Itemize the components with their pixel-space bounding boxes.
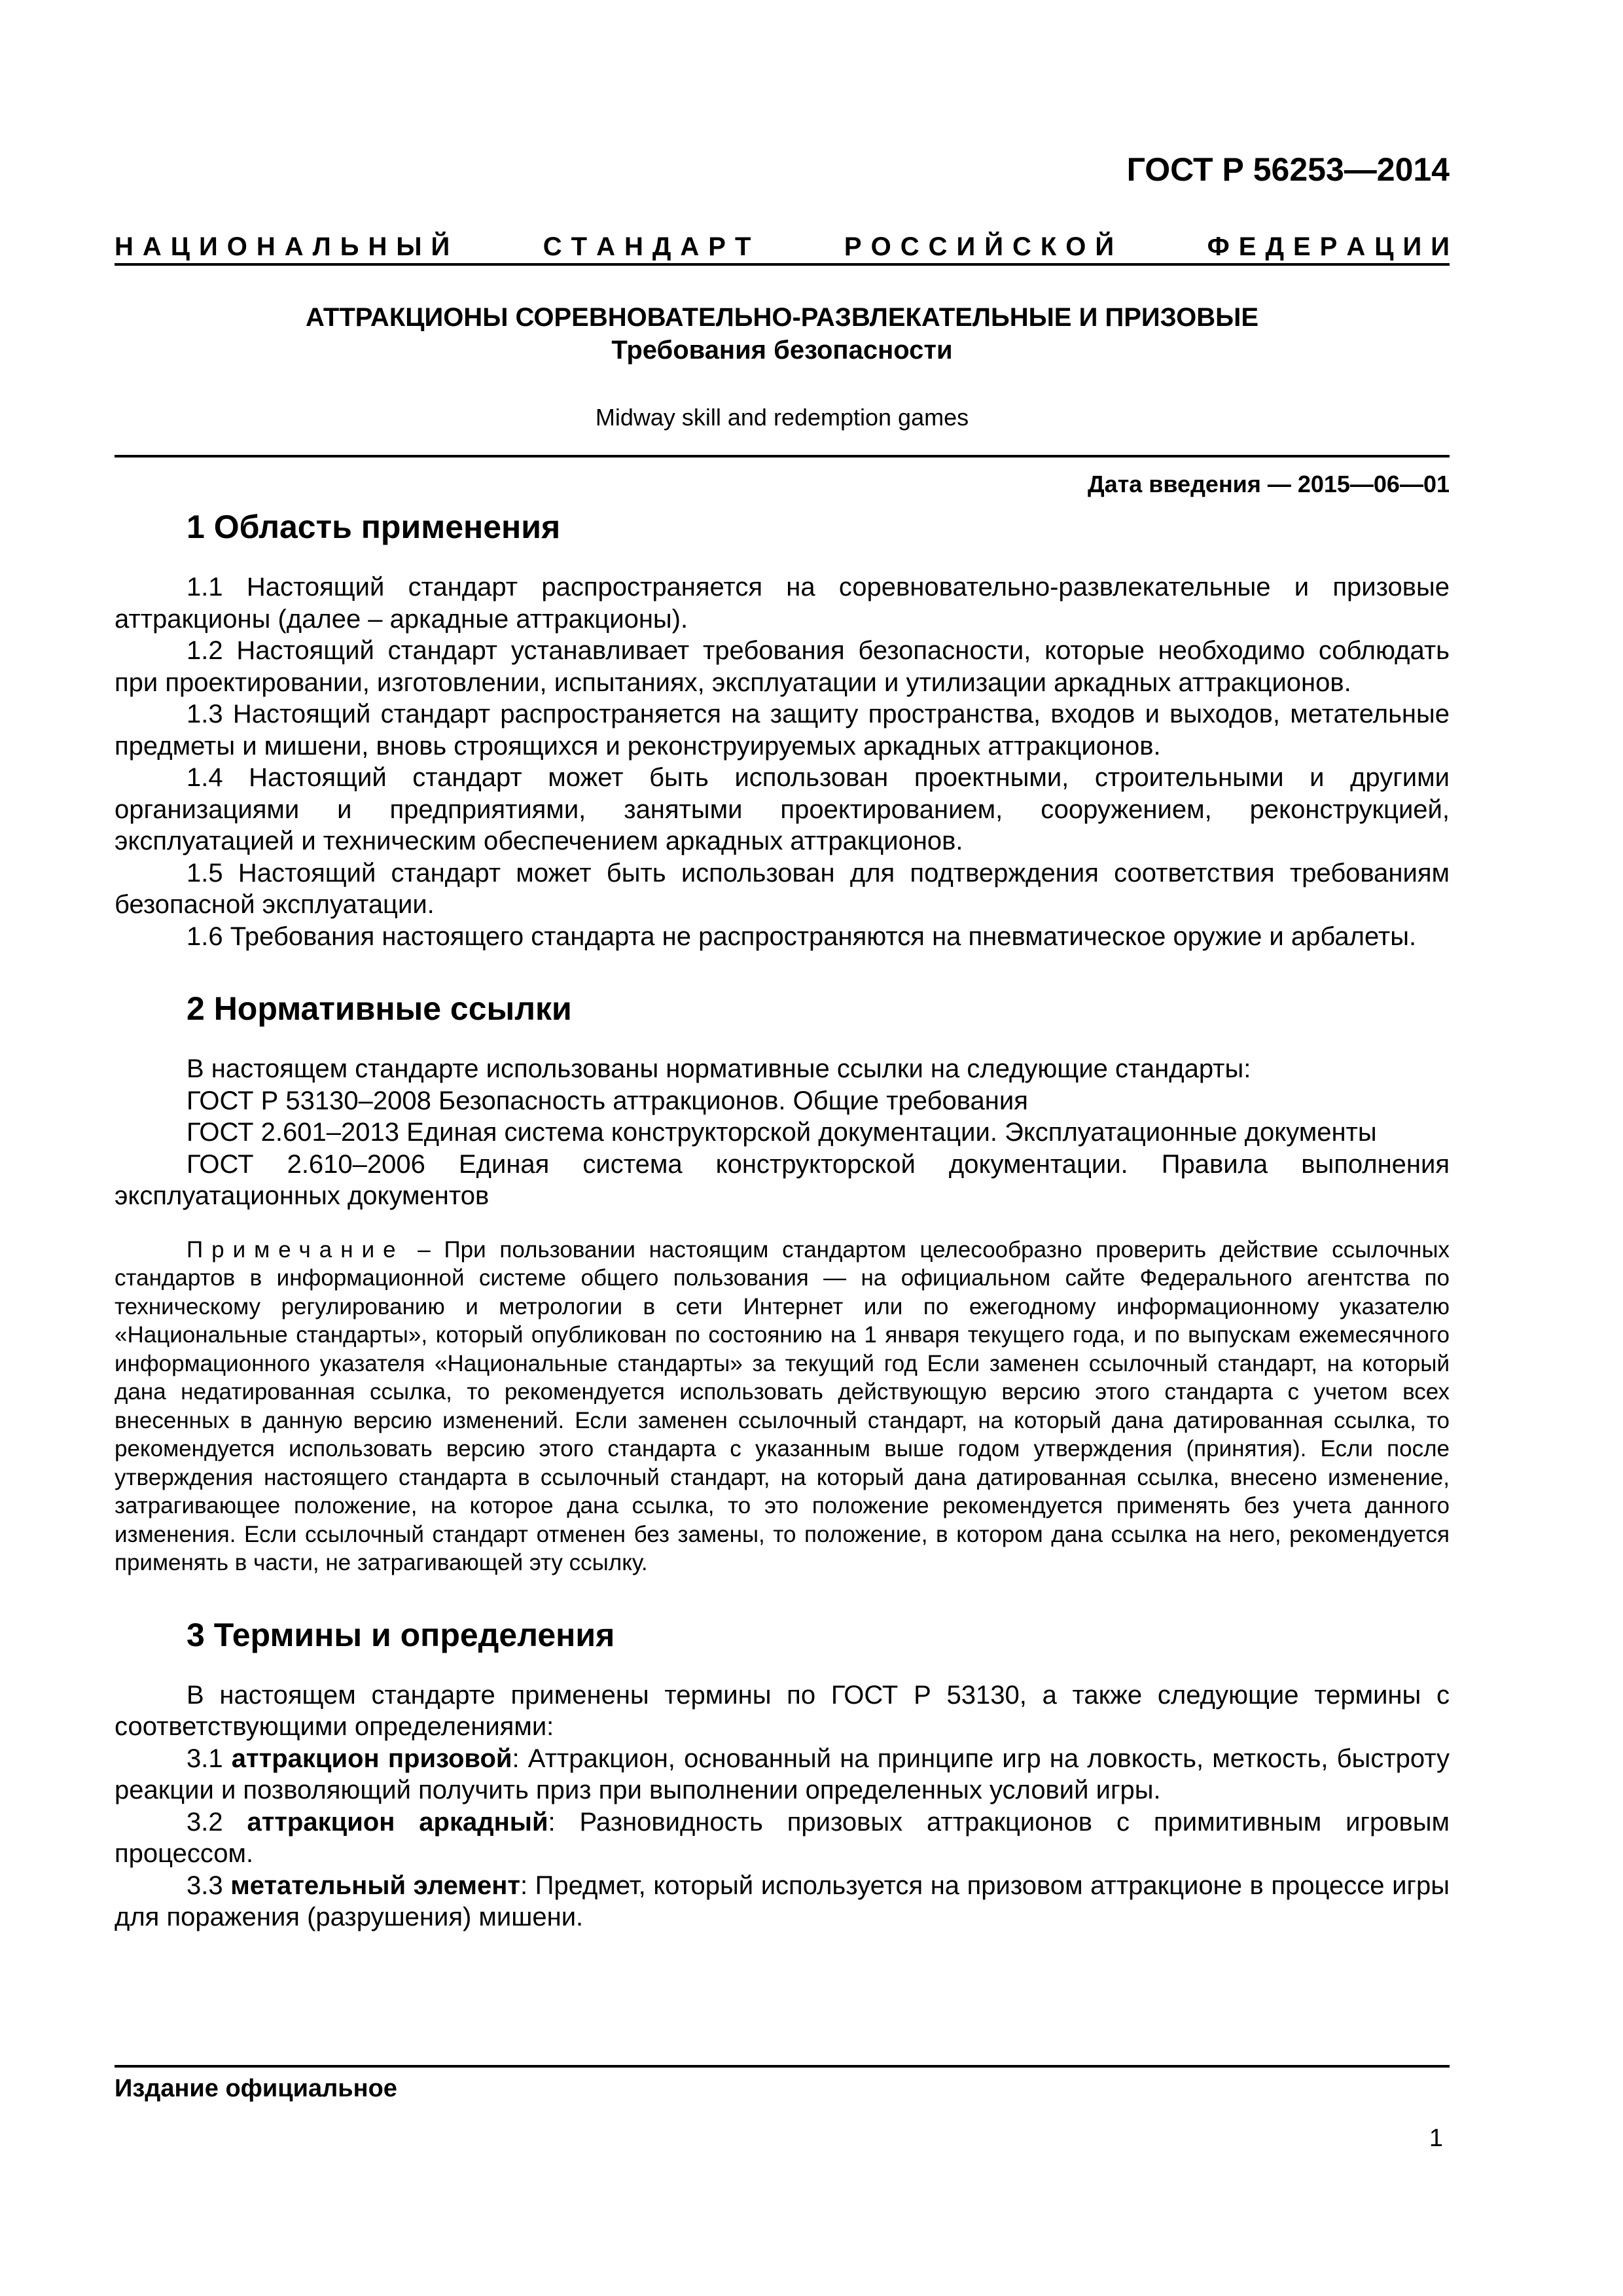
term-name: метательный элемент <box>230 1871 520 1900</box>
document-title: АТТРАКЦИОНЫ СОРЕВНОВАТЕЛЬНО-РАЗВЛЕКАТЕЛЬНЫЕ И ПРИЗОВЫЕ <box>306 303 1258 332</box>
term-definition: : Разновидность призовых аттракционов с примитивным игровым процессом. <box>115 1807 1450 1868</box>
paragraph-1-2: 1.2 Настоящий стандарт устанавливает требования безопасности, которые необходимо соблюдать при проектировании, изготовлении, испытаниях, эксплуатации и утилизации аркадных аттракционов. <box>115 636 1450 697</box>
standard-word-4: Ф Е Д Е Р А Ц И И <box>1207 232 1450 261</box>
section-1-body <box>115 571 1450 952</box>
title-rule <box>115 455 1450 457</box>
standard-word-1: Н А Ц И О Н А Л Ь Н Ы Й <box>115 232 450 261</box>
document-code: ГОСТ Р 56253—2014 <box>1126 151 1450 188</box>
page-number: 1 <box>1429 2125 1443 2152</box>
english-title: Midway skill and redemption games <box>595 404 969 431</box>
paragraph-1-5: 1.5 Настоящий стандарт может быть использован для подтверждения соответствия требованиям безопасной эксплуатации. <box>115 858 1450 919</box>
term-3-1 <box>115 1743 1450 1806</box>
note <box>115 1236 1450 1577</box>
reference-2: ГОСТ 2.601–2013 Единая система конструкторской документации. Эксплуатационные документы <box>187 1118 1377 1147</box>
paragraph-3-intro: В настоящем стандарте применены термины по ГОСТ Р 53130, а также следующие термины с соответствующими определениями: <box>115 1680 1450 1741</box>
term-number: 3.3 <box>187 1871 231 1900</box>
document-subtitle: Требования безопасности <box>611 336 953 365</box>
document-page <box>115 0 1450 2296</box>
paragraph-1-4: 1.4 Настоящий стандарт может быть использован проектными, строительными и другими организациями и предприятиями, занятыми проектированием, сооружением, реконструкцией, эксплуатацией и техническим обеспечением аркадных аттракционов. <box>115 763 1450 855</box>
reference-3: ГОСТ 2.610–2006 Единая система конструкторской документации. Правила выполнения эксплуатационных документов <box>115 1149 1450 1210</box>
term-definition: : Аттракцион, основанный на принципе игр на ловкость, меткость, быстроту реакции и позволяющий получить приз при выполнении определенных условий игры. <box>115 1744 1450 1804</box>
intro-date: Дата введения — 2015—06—01 <box>1087 471 1450 497</box>
paragraph-1-3: 1.3 Настоящий стандарт распространяется на защиту пространства, входов и выходов, метательные предметы и мишени, вновь строящихся и реконструируемых аркадных аттракционов. <box>115 700 1450 761</box>
edition-label: Издание официальное <box>115 2075 397 2102</box>
term-number: 3.2 <box>187 1807 247 1837</box>
paragraph-2-intro: В настоящем стандарте использованы нормативные ссылки на следующие стандарты: <box>187 1054 1251 1083</box>
section-heading-3: 3 Термины и определения <box>187 1616 615 1653</box>
term-3-3 <box>115 1870 1450 1933</box>
section-3-body <box>115 1679 1450 1933</box>
header-rule <box>115 263 1450 266</box>
note-label: Примечание <box>187 1236 404 1263</box>
section-heading-1: 1 Область применения <box>187 509 561 545</box>
note-text: – При пользовании настоящим стандартом целесообразно проверить действие ссылочных стандартов в информационной системе общего пользования — на официальном сайте Федерального агентства по техническому регулированию и метрологии в сети Интернет или по ежегодному информационному указателю «Национальные стандарты», который опубликован по состоянию на 1 января текущего года, и по выпускам ежемесячного информационного указателя «Национальные стандарты» за текущий год Если заменен ссылочный стандарт, на который дана недатированная ссылка, то рекомендуется использовать действующую версию этого стандарта с учетом всех внесенных в данную версию изменений. Если заменен ссылочный стандарт, на который дана датированная ссылка, то рекомендуется использовать версию этого стандарта с указанным выше годом утверждения (принятия). Если после утверждения настоящего стандарта в ссылочный стандарт, на который дана датированная ссылка, внесено изменение, затрагивающее положение, на которое дана ссылка, то это положение рекомендуется применять без учета данного изменения. Если ссылочный стандарт отменен без замены, то положение, в котором дана ссылка на него, рекомендуется применять в части, не затрагивающей эту ссылку. <box>115 1236 1450 1575</box>
paragraph-1-6: 1.6 Требования настоящего стандарта не распространяются на пневматическое оружие и арбалеты. <box>187 922 1417 951</box>
term-name: аттракцион аркадный <box>247 1807 548 1837</box>
term-name: аттракцион призовой <box>231 1744 512 1773</box>
term-3-2 <box>115 1806 1450 1870</box>
national-standard-line <box>115 234 1450 260</box>
document-body <box>115 507 1450 1933</box>
title-block <box>115 301 1450 432</box>
paragraph-1-1: 1.1 Настоящий стандарт распространяется на соревновательно-развлекательные и призовые аттракционы (далее – аркадные аттракционы). <box>115 573 1450 634</box>
standard-word-3: Р О С С И Й С К О Й <box>844 232 1115 261</box>
section-2-body <box>115 1053 1450 1577</box>
footer-rule <box>115 2065 1450 2068</box>
section-heading-2: 2 Нормативные ссылки <box>187 990 572 1027</box>
term-definition: : Предмет, который используется на призовом аттракционе в процессе игры для поражения (разрушения) мишени. <box>115 1871 1450 1931</box>
standard-word-2: С Т А Н Д А Р Т <box>543 232 751 261</box>
reference-1: ГОСТ Р 53130–2008 Безопасность аттракционов. Общие требования <box>187 1086 1028 1115</box>
term-number: 3.1 <box>187 1744 232 1773</box>
